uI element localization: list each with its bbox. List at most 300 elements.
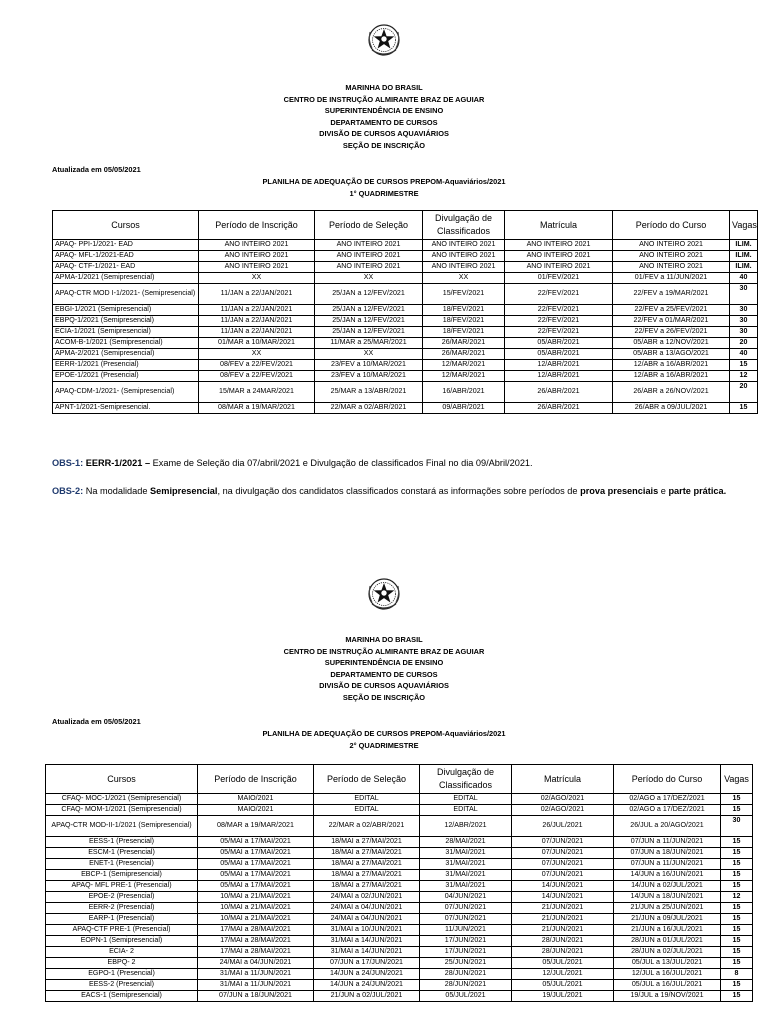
table-cell: ANO INTEIRO 2021 — [199, 240, 315, 251]
table-cell: 15 — [721, 991, 753, 1002]
table-cell: 20 — [730, 338, 758, 349]
table-cell: 12/ABR/2021 — [505, 360, 613, 371]
table-cell: 16/ABR/2021 — [423, 382, 505, 403]
table-cell: 05/JUL a 13/JUL/2021 — [614, 958, 721, 969]
column-header: Matrícula — [505, 211, 613, 240]
institution-header — [0, 82, 768, 152]
table-cell: 14/JUN a 24/JUN/2021 — [314, 969, 420, 980]
table-row — [53, 360, 758, 371]
table-cell: 19/JUL a 19/NOV/2021 — [614, 991, 721, 1002]
table-cell: 28/JUN/2021 — [420, 980, 512, 991]
table-cell: 15 — [730, 403, 758, 414]
obs-emphasis: parte prática — [668, 486, 724, 496]
table-row — [46, 925, 753, 936]
course-name-cell: ESCM-1 (Presencial) — [46, 848, 198, 859]
table-cell: 14/JUN a 16/JUN/2021 — [614, 870, 721, 881]
table-cell: 12/ABR a 16/ABR/2021 — [613, 360, 730, 371]
table-cell: 26/JUL a 20/AGO/2021 — [614, 816, 721, 837]
table-row — [46, 837, 753, 848]
table-cell: 05/MAI a 17/MAI/2021 — [198, 837, 314, 848]
table-cell: 05/ABR a 12/NOV/2021 — [613, 338, 730, 349]
header-line: SEÇÃO DE INSCRIÇÃO — [342, 140, 426, 150]
table-row — [46, 816, 753, 837]
course-name-cell: APMA-1/2021 (Semipresencial) — [53, 273, 199, 284]
table-row — [46, 969, 753, 980]
table-cell: 05/ABR/2021 — [505, 338, 613, 349]
table-cell: 14/JUN/2021 — [512, 892, 614, 903]
column-header: Período de Seleção — [315, 211, 423, 240]
table-cell: 31/MAI a 14/JUN/2021 — [314, 947, 420, 958]
course-name-cell: EBGI-1/2021 (Semipresencial) — [53, 305, 199, 316]
course-name-cell: CFAQ- MOC-1/2021 (Semipresencial) — [46, 794, 198, 805]
table-cell: 14/JUN a 18/JUN/2021 — [614, 892, 721, 903]
table-row — [46, 794, 753, 805]
course-name-cell: ENET-1 (Presencial) — [46, 859, 198, 870]
table-cell: 15 — [721, 903, 753, 914]
table-row — [53, 284, 758, 305]
table-row — [46, 870, 753, 881]
table-row — [46, 805, 753, 816]
table-cell: 22/FEV a 01/MAR/2021 — [613, 316, 730, 327]
course-name-cell: EPOE-1/2021 (Presencial) — [53, 371, 199, 382]
course-name-cell: EBCP-1 (Semipresencial) — [46, 870, 198, 881]
table-cell: 09/ABR/2021 — [423, 403, 505, 414]
table-cell: 15/MAR a 24MAR/2021 — [199, 382, 315, 403]
table-row — [53, 382, 758, 403]
table-cell: 15 — [721, 837, 753, 848]
table-cell: 22/FEV/2021 — [505, 284, 613, 305]
table-cell: 26/ABR/2021 — [505, 403, 613, 414]
table-cell: 11/JAN a 22/JAN/2021 — [199, 327, 315, 338]
table-row — [46, 914, 753, 925]
table-cell: 21/JUN/2021 — [512, 925, 614, 936]
table-cell: 15 — [721, 936, 753, 947]
course-name-cell: EGPO-1 (Presencial) — [46, 969, 198, 980]
table-cell: 31/MAI a 10/JUN/2021 — [314, 925, 420, 936]
quarter-subtitle: 1° QUADRIMESTRE — [349, 188, 419, 198]
table-cell: 22/FEV/2021 — [505, 316, 613, 327]
header-line: CENTRO DE INSTRUÇÃO ALMIRANTE BRAZ DE AGUIAR — [283, 94, 485, 104]
table-cell: 15 — [721, 947, 753, 958]
table-cell: 21/JUN a 02/JUL/2021 — [314, 991, 420, 1002]
table-cell: 10/MAI a 21/MAI/2021 — [198, 903, 314, 914]
table-cell: 31/MAI a 11/JUN/2021 — [198, 969, 314, 980]
table-cell: 28/MAI/2021 — [420, 837, 512, 848]
course-name-cell: APAQ-CTR MOD-II-1/2021 (Semipresencial) — [46, 816, 198, 837]
table-header-row — [46, 765, 753, 794]
table-cell: 18/MAI a 27/MAI/2021 — [314, 848, 420, 859]
table-cell: 25/JAN a 12/FEV/2021 — [315, 284, 423, 305]
obs-text: Exame de Seleção dia 07/abril/2021 e Divulgação de classificados Final no dia 09/Abril/2021. — [152, 458, 533, 468]
course-name-cell: CFAQ- MOM-1/2021 (Semipresencial) — [46, 805, 198, 816]
table-cell: 07/JUN a 17/JUN/2021 — [314, 958, 420, 969]
table-cell: 21/JUN a 09/JUL/2021 — [614, 914, 721, 925]
table-cell: EDITAL — [314, 805, 420, 816]
table-cell: 26/ABR/2021 — [505, 382, 613, 403]
table-cell: ANO INTEIRO 2021 — [423, 262, 505, 273]
course-name-cell: EESS-2 (Presencial) — [46, 980, 198, 991]
table-cell: 15 — [721, 980, 753, 991]
table-cell: 15 — [721, 881, 753, 892]
obs-emphasis: prova presenciais — [580, 486, 659, 496]
table-cell: 22/MAR a 02/ABR/2021 — [314, 816, 420, 837]
table-cell: 14/JUN a 24/JUN/2021 — [314, 980, 420, 991]
obs-text: , na divulgação dos candidatos classificados constará as informações sobre períodos de — [217, 486, 581, 496]
table-cell: 05/ABR/2021 — [505, 349, 613, 360]
course-name-cell: EACS-1 (Semipresencial) — [46, 991, 198, 1002]
table-cell: 40 — [730, 273, 758, 284]
table-cell: ANO INTEIRO 2021 — [315, 262, 423, 273]
table-cell: 22/FEV a 26/FEV/2021 — [613, 327, 730, 338]
table-cell: 28/JUN/2021 — [512, 947, 614, 958]
table-cell: 25/JUN/2021 — [420, 958, 512, 969]
course-name-cell: APAQ- MFL PRE-1 (Presencial) — [46, 881, 198, 892]
table-cell: 21/JUN/2021 — [512, 903, 614, 914]
course-name-cell: APAQ- CTF-1/2021- EAD — [53, 262, 199, 273]
table-cell: 26/MAR/2021 — [423, 338, 505, 349]
table-cell: 01/FEV a 11/JUN/2021 — [613, 273, 730, 284]
table-row — [46, 936, 753, 947]
quarter-subtitle: 2° QUADRIMESTRE — [349, 740, 419, 750]
obs-1-note — [52, 457, 732, 470]
table-cell: ANO INTEIRO 2021 — [199, 251, 315, 262]
table-cell: 05/MAI a 17/MAI/2021 — [198, 859, 314, 870]
table-cell: 18/FEV/2021 — [423, 305, 505, 316]
table-row — [53, 349, 758, 360]
course-name-cell: APAQ- PPI-1/2021- EAD — [53, 240, 199, 251]
plan-title — [0, 728, 768, 751]
table-cell: 08/MAR a 19/MAR/2021 — [199, 403, 315, 414]
table-cell: 26/MAR/2021 — [423, 349, 505, 360]
table-cell: XX — [199, 349, 315, 360]
obs-text: e — [658, 486, 669, 496]
table-cell: 21/JUN/2021 — [512, 914, 614, 925]
table-cell: 31/MAI/2021 — [420, 848, 512, 859]
column-header: Cursos — [46, 765, 198, 794]
table-cell: 05/JUL/2021 — [420, 991, 512, 1002]
table-cell: 12/ABR a 16/ABR/2021 — [613, 371, 730, 382]
column-header: Vagas — [730, 211, 758, 240]
table-cell: 05/MAI a 17/MAI/2021 — [198, 848, 314, 859]
table-cell: 28/JUN/2021 — [512, 936, 614, 947]
table-cell: 17/JUN/2021 — [420, 936, 512, 947]
table-header-row — [53, 211, 758, 240]
table-cell: ANO INTEIRO 2021 — [199, 262, 315, 273]
table-cell: 22/MAR a 02/ABR/2021 — [315, 403, 423, 414]
table-cell: 12/JUL/2021 — [512, 969, 614, 980]
table-cell: ANO INTEIRO 2021 — [505, 251, 613, 262]
table-cell: ANO INTEIRO 2021 — [423, 251, 505, 262]
table-cell: 05/JUL/2021 — [512, 958, 614, 969]
column-header: Período do Curso — [614, 765, 721, 794]
table-cell: EDITAL — [314, 794, 420, 805]
table-cell: ANO INTEIRO 2021 — [613, 262, 730, 273]
header-line: CENTRO DE INSTRUÇÃO ALMIRANTE BRAZ DE AGUIAR — [283, 646, 485, 656]
course-name-cell: APAQ- MFL-1/2021-EAD — [53, 251, 199, 262]
course-name-cell: ACOM-B-1/2021 (Semipresencial) — [53, 338, 199, 349]
updated-date: Atualizada em 05/05/2021 — [52, 165, 141, 174]
table-cell: 07/JUN a 18/JUN/2021 — [198, 991, 314, 1002]
table-cell: 07/JUN/2021 — [512, 870, 614, 881]
table-row — [53, 338, 758, 349]
table-row — [46, 859, 753, 870]
header-line: SEÇÃO DE INSCRIÇÃO — [342, 692, 426, 702]
table-cell: 18/FEV/2021 — [423, 316, 505, 327]
course-name-cell: EERR-1/2021 (Presencial) — [53, 360, 199, 371]
column-header: Matrícula — [512, 765, 614, 794]
table-cell: 28/JUN/2021 — [420, 969, 512, 980]
table-cell: 26/ABR a 09/JUL/2021 — [613, 403, 730, 414]
table-cell: 30 — [730, 284, 758, 305]
table-cell: 30 — [730, 327, 758, 338]
table-cell: 11/JUN/2021 — [420, 925, 512, 936]
table-row — [53, 305, 758, 316]
column-header: Divulgação de Classificados — [420, 765, 512, 794]
table-cell: 17/MAI a 28/MAI/2021 — [198, 947, 314, 958]
table-cell: XX — [199, 273, 315, 284]
table-cell: 25/JAN a 12/FEV/2021 — [315, 305, 423, 316]
table-cell: 18/MAI a 27/MAI/2021 — [314, 837, 420, 848]
table-cell: 11/MAR a 25/MAR/2021 — [315, 338, 423, 349]
table-row — [53, 262, 758, 273]
table-cell: 02/AGO/2021 — [512, 794, 614, 805]
table-cell: XX — [423, 273, 505, 284]
table-cell: 23/FEV a 10/MAR/2021 — [315, 360, 423, 371]
table-cell: 31/MAI/2021 — [420, 881, 512, 892]
table-cell: 20 — [730, 382, 758, 403]
plan-title-line: PLANILHA DE ADEQUAÇÃO DE CURSOS PREPOM-Aquaviários/2021 — [262, 729, 506, 738]
table-cell: 18/MAI a 27/MAI/2021 — [314, 870, 420, 881]
table-cell: 40 — [730, 349, 758, 360]
table-cell: 21/JUN a 25/JUN/2021 — [614, 903, 721, 914]
table-cell: 25/JAN a 12/FEV/2021 — [315, 316, 423, 327]
table-cell: MAIO/2021 — [198, 805, 314, 816]
table-cell: 15 — [721, 805, 753, 816]
table-row — [46, 903, 753, 914]
header-line: DIVISÃO DE CURSOS AQUAVIÁRIOS — [319, 681, 449, 691]
course-name-cell: EESS-1 (Presencial) — [46, 837, 198, 848]
table-cell: 24/MAI a 04/JUN/2021 — [198, 958, 314, 969]
header-line: DEPARTAMENTO DE CURSOS — [330, 669, 438, 679]
table-cell: 07/JUN/2021 — [420, 914, 512, 925]
table-cell: MAIO/2021 — [198, 794, 314, 805]
plan-title — [0, 176, 768, 199]
table-cell: 12 — [730, 371, 758, 382]
obs-label: OBS-2: — [52, 486, 84, 496]
table-cell: 14/JUN/2021 — [512, 881, 614, 892]
header-line: SUPERINTENDÊNCIA DE ENSINO — [324, 106, 444, 116]
course-name-cell: EBPQ- 2 — [46, 958, 198, 969]
courses-table-q2 — [45, 764, 753, 1002]
table-cell: 31/MAI/2021 — [420, 859, 512, 870]
table-cell: 01/MAR a 10/MAR/2021 — [199, 338, 315, 349]
table-cell: 19/JUL/2021 — [512, 991, 614, 1002]
table-cell: 05/MAI a 17/MAI/2021 — [198, 881, 314, 892]
table-cell: 11/JAN a 22/JAN/2021 — [199, 284, 315, 305]
table-cell: 02/AGO/2021 — [512, 805, 614, 816]
table-cell: 15 — [721, 870, 753, 881]
table-cell: ILIM. — [730, 251, 758, 262]
table-cell: 24/MAI a 04/JUN/2021 — [314, 914, 420, 925]
table-cell: 01/FEV/2021 — [505, 273, 613, 284]
header-line: DIVISÃO DE CURSOS AQUAVIÁRIOS — [319, 129, 449, 139]
course-name-cell: ECIA-1/2021 (Semipresencial) — [53, 327, 199, 338]
table-cell: 31/MAI/2021 — [420, 870, 512, 881]
table-cell: 15 — [730, 360, 758, 371]
table-row — [53, 403, 758, 414]
column-header: Período do Curso — [613, 211, 730, 240]
institution-header — [0, 634, 768, 704]
table-cell: 15 — [721, 848, 753, 859]
table-row — [53, 316, 758, 327]
table-cell: 07/JUN a 18/JUN/2021 — [614, 848, 721, 859]
table-cell: 02/AGO a 17/DEZ/2021 — [614, 805, 721, 816]
table-cell: 14/JUN a 02/JUL/2021 — [614, 881, 721, 892]
header-line: MARINHA DO BRASIL — [345, 83, 423, 92]
table-row — [53, 371, 758, 382]
plan-title-line: PLANILHA DE ADEQUAÇÃO DE CURSOS PREPOM-Aquaviários/2021 — [262, 177, 506, 186]
table-row — [53, 273, 758, 284]
table-cell: 22/FEV a 19/MAR/2021 — [613, 284, 730, 305]
table-row — [53, 327, 758, 338]
table-cell: 15 — [721, 958, 753, 969]
table-cell: 15/FEV/2021 — [423, 284, 505, 305]
table-cell: 12 — [721, 892, 753, 903]
table-cell: 8 — [721, 969, 753, 980]
table-cell: 08/FEV a 22/FEV/2021 — [199, 371, 315, 382]
table-cell: 15 — [721, 859, 753, 870]
table-cell: 02/AGO a 17/DEZ/2021 — [614, 794, 721, 805]
obs-label: OBS-1: — [52, 458, 84, 468]
table-cell: 30 — [730, 316, 758, 327]
table-row — [53, 240, 758, 251]
table-cell: ANO INTEIRO 2021 — [315, 251, 423, 262]
table-cell: 31/MAI a 14/JUN/2021 — [314, 936, 420, 947]
header-line: MARINHA DO BRASIL — [345, 635, 423, 644]
table-cell: EDITAL — [420, 794, 512, 805]
obs-course: EERR-1/2021 — [85, 458, 143, 468]
navy-emblem-icon — [364, 574, 404, 614]
obs-emphasis: Semipresencial — [150, 486, 218, 496]
course-name-cell: EARP-1 (Presencial) — [46, 914, 198, 925]
header-line: SUPERINTENDÊNCIA DE ENSINO — [324, 658, 444, 668]
table-cell: 12/MAR/2021 — [423, 371, 505, 382]
table-cell: 26/ABR a 26/NOV/2021 — [613, 382, 730, 403]
table-cell: 25/JAN a 12/FEV/2021 — [315, 327, 423, 338]
table-cell: 12/ABR/2021 — [420, 816, 512, 837]
column-header: Vagas — [721, 765, 753, 794]
table-cell: XX — [315, 349, 423, 360]
table-cell: 15 — [721, 914, 753, 925]
table-cell: XX — [315, 273, 423, 284]
table-cell: 30 — [730, 305, 758, 316]
column-header: Período de Seleção — [314, 765, 420, 794]
table-cell: 25/MAR a 13/ABR/2021 — [315, 382, 423, 403]
table-row — [46, 958, 753, 969]
table-cell: 28/JUN a 01/JUL/2021 — [614, 936, 721, 947]
table-cell: 31/MAI a 11/JUN/2021 — [198, 980, 314, 991]
table-cell: 22/FEV/2021 — [505, 305, 613, 316]
obs-text: Na modalidade — [83, 486, 151, 496]
course-name-cell: EOPN-1 (Semipresencial) — [46, 936, 198, 947]
table-cell: 12/MAR/2021 — [423, 360, 505, 371]
column-header: Cursos — [53, 211, 199, 240]
table-cell: ANO INTEIRO 2021 — [613, 240, 730, 251]
course-name-cell: EBPQ-1/2021 (Semipresencial) — [53, 316, 199, 327]
table-cell: 07/JUN/2021 — [512, 848, 614, 859]
table-cell: 10/MAI a 21/MAI/2021 — [198, 892, 314, 903]
table-cell: ILIM. — [730, 262, 758, 273]
table-cell: 18/MAI a 27/MAI/2021 — [314, 881, 420, 892]
course-name-cell: APAQ-CTR MOD I-1/2021- (Semipresencial) — [53, 284, 199, 305]
table-cell: 05/JUL/2021 — [512, 980, 614, 991]
column-header: Divulgação de Classificados — [423, 211, 505, 240]
table-cell: 28/JUN a 02/JUL/2021 — [614, 947, 721, 958]
table-cell: 10/MAI a 21/MAI/2021 — [198, 914, 314, 925]
table-cell: ANO INTEIRO 2021 — [315, 240, 423, 251]
table-cell: 22/FEV/2021 — [505, 327, 613, 338]
table-cell: 26/JUL/2021 — [512, 816, 614, 837]
course-name-cell: APNT-1/2021-Semipresencial. — [53, 403, 199, 414]
table-cell: 05/JUL a 16/JUL/2021 — [614, 980, 721, 991]
table-row — [46, 947, 753, 958]
obs-dash: – — [142, 458, 153, 468]
table-cell: 15 — [721, 794, 753, 805]
table-body — [46, 794, 753, 1002]
table-row — [46, 848, 753, 859]
table-cell: 30 — [721, 816, 753, 837]
table-cell: 23/FEV a 10/MAR/2021 — [315, 371, 423, 382]
column-header: Período de Inscrição — [198, 765, 314, 794]
table-cell: 21/JUN a 16/JUL/2021 — [614, 925, 721, 936]
obs-text: . — [723, 486, 727, 496]
table-cell: 12/JUL a 16/JUL/2021 — [614, 969, 721, 980]
table-cell: 18/FEV/2021 — [423, 327, 505, 338]
table-cell: 07/JUN a 11/JUN/2021 — [614, 837, 721, 848]
table-cell: 08/MAR a 19/MAR/2021 — [198, 816, 314, 837]
table-cell: EDITAL — [420, 805, 512, 816]
table-cell: 15 — [721, 925, 753, 936]
course-name-cell: ECIA- 2 — [46, 947, 198, 958]
table-cell: 22/FEV a 25/FEV/2021 — [613, 305, 730, 316]
course-name-cell: APMA-2/2021 (Semipresencial) — [53, 349, 199, 360]
table-body — [53, 240, 758, 414]
table-row — [46, 991, 753, 1002]
table-cell: ANO INTEIRO 2021 — [505, 262, 613, 273]
table-cell: 17/MAI a 28/MAI/2021 — [198, 936, 314, 947]
table-cell: 07/JUN a 11/JUN/2021 — [614, 859, 721, 870]
table-cell: 07/JUN/2021 — [512, 837, 614, 848]
table-cell: 17/MAI a 28/MAI/2021 — [198, 925, 314, 936]
updated-date: Atualizada em 05/05/2021 — [52, 717, 141, 726]
table-cell: 11/JAN a 22/JAN/2021 — [199, 316, 315, 327]
course-name-cell: APAQ-CTF PRE-1 (Presencial) — [46, 925, 198, 936]
table-cell: 17/JUN/2021 — [420, 947, 512, 958]
table-cell: 11/JAN a 22/JAN/2021 — [199, 305, 315, 316]
table-cell: 07/JUN/2021 — [420, 903, 512, 914]
table-cell: 18/MAI a 27/MAI/2021 — [314, 859, 420, 870]
course-name-cell: EPOE-2 (Presencial) — [46, 892, 198, 903]
course-name-cell: EERR-2 (Presencial) — [46, 903, 198, 914]
table-row — [46, 980, 753, 991]
table-cell: 12/ABR/2021 — [505, 371, 613, 382]
header-line: DEPARTAMENTO DE CURSOS — [330, 117, 438, 127]
table-cell: ANO INTEIRO 2021 — [505, 240, 613, 251]
table-cell: 05/ABR a 13/AGO/2021 — [613, 349, 730, 360]
table-cell: 08/FEV a 22/FEV/2021 — [199, 360, 315, 371]
course-name-cell: APAQ-CDM-1/2021- (Semipresencial) — [53, 382, 199, 403]
table-cell: 05/MAI a 17/MAI/2021 — [198, 870, 314, 881]
